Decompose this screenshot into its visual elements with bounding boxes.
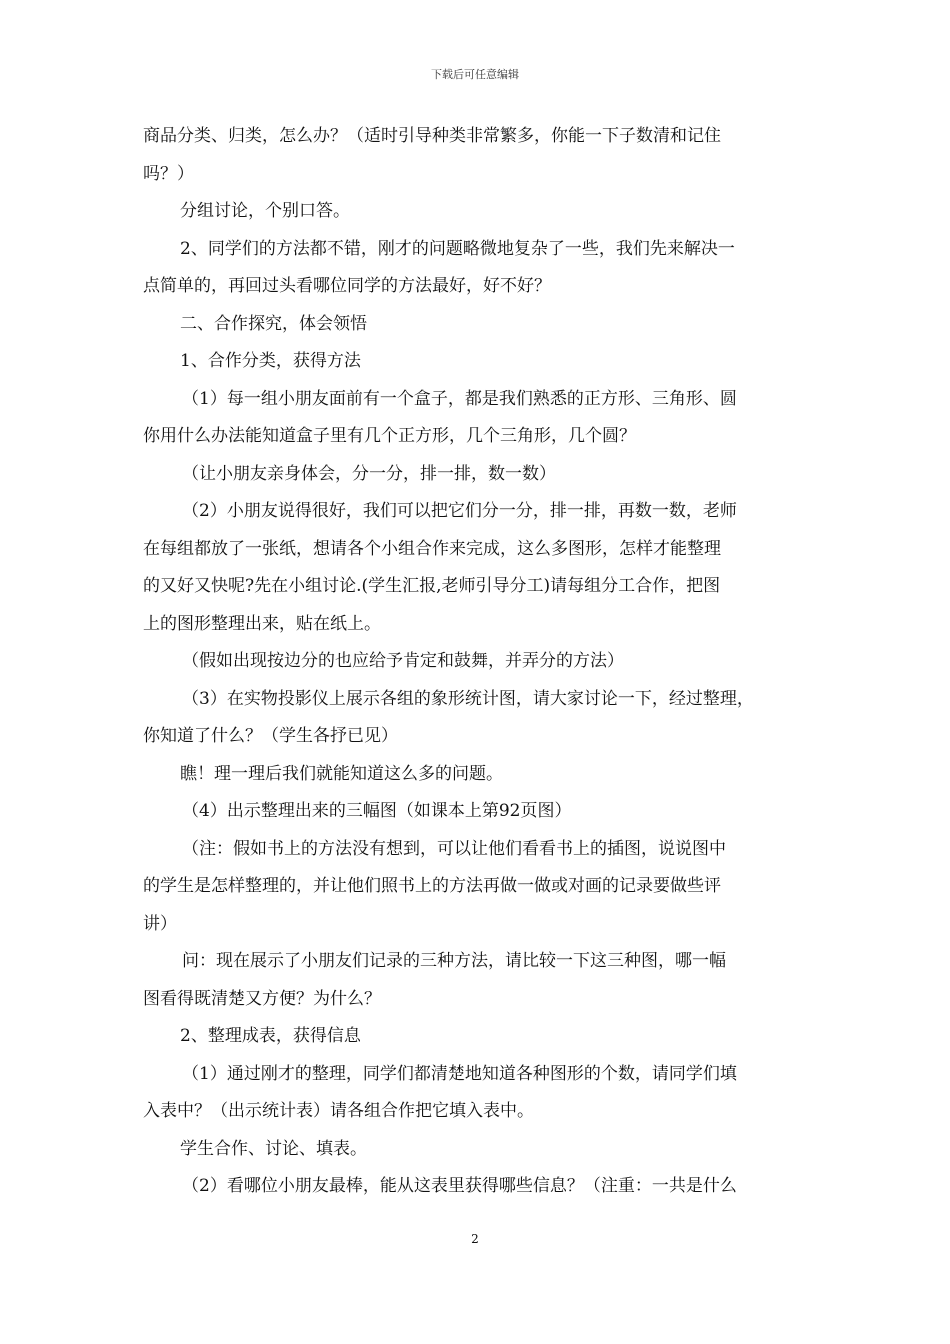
subsection-heading: 2、整理成表，获得信息 <box>180 1026 361 1046</box>
section-heading: 二、合作探究，体会领悟 <box>180 313 367 334</box>
text-line: （让小朋友亲身体会，分一分，排一排，数一数） <box>182 463 556 484</box>
text-line: 入表中？（出示统计表）请各组合作把它填入表中。 <box>143 1101 534 1121</box>
text-line: （2）看哪位小朋友最棒，能从这表里获得哪些信息？（注重：一共是什么 <box>182 1176 737 1196</box>
text-line: 点简单的，再回过头看哪位同学的方法最好，好不好？ <box>143 276 551 296</box>
page-number: 2 <box>471 1232 479 1246</box>
text-line: （4）出示整理出来的三幅图（如课本上第92页图） <box>182 801 572 821</box>
text-line: 的又好又快呢?先在小组讨论.(学生汇报,老师引导分工)请每组分工合作，把图 <box>143 576 721 596</box>
text-line: 你用什么办法能知道盒子里有几个正方形，几个三角形，几个圆？ <box>143 426 636 446</box>
text-line: 商品分类、归类，怎么办？（适时引导种类非常繁多，你能一下子数清和记住 <box>143 126 721 146</box>
text-line: （2）小朋友说得很好，我们可以把它们分一分，排一排，再数一数，老师 <box>182 501 737 521</box>
document-body <box>143 118 823 1206</box>
page-header: 下载后可任意编辑 <box>431 68 519 81</box>
text-line: 图看得既清楚又方便？为什么？ <box>143 988 381 1009</box>
text-line: 吗？） <box>143 163 194 184</box>
text-line: （3）在实物投影仪上展示各组的象形统计图，请大家讨论一下，经过整理， <box>182 688 754 709</box>
text-line: 2、同学们的方法都不错，刚才的问题略微地复杂了一些，我们先来解决一 <box>180 238 735 259</box>
text-line: 上的图形整理出来，贴在纸上。 <box>143 613 381 634</box>
text-line: （假如出现按边分的也应给予肯定和鼓舞，并弄分的方法） <box>182 651 624 671</box>
text-line: 问：现在展示了小朋友们记录的三种方法，请比较一下这三种图，哪一幅 <box>182 951 726 971</box>
text-line: （1）每一组小朋友面前有一个盒子，都是我们熟悉的正方形、三角形、圆 <box>182 388 737 409</box>
text-line: 瞧！理一理后我们就能知道这么多的问题。 <box>180 763 503 784</box>
text-line: （注：假如书上的方法没有想到，可以让他们看看书上的插图，说说图中 <box>182 838 726 859</box>
subsection-heading: 1、合作分类，获得方法 <box>180 351 361 371</box>
text-line: 讲） <box>143 913 177 934</box>
text-line: 的学生是怎样整理的，并让他们照书上的方法再做一做或对画的记录要做些评 <box>143 876 721 896</box>
text-line: 分组讨论，个别口答。 <box>180 201 350 221</box>
text-line: （1）通过刚才的整理，同学们都清楚地知道各种图形的个数，请同学们填 <box>182 1063 737 1084</box>
text-line: 在每组都放了一张纸，想请各个小组合作来完成，这么多图形，怎样才能整理 <box>143 538 721 559</box>
text-line: 学生合作、讨论、填表。 <box>180 1138 367 1159</box>
text-line: 你知道了什么？（学生各抒已见） <box>143 726 398 746</box>
